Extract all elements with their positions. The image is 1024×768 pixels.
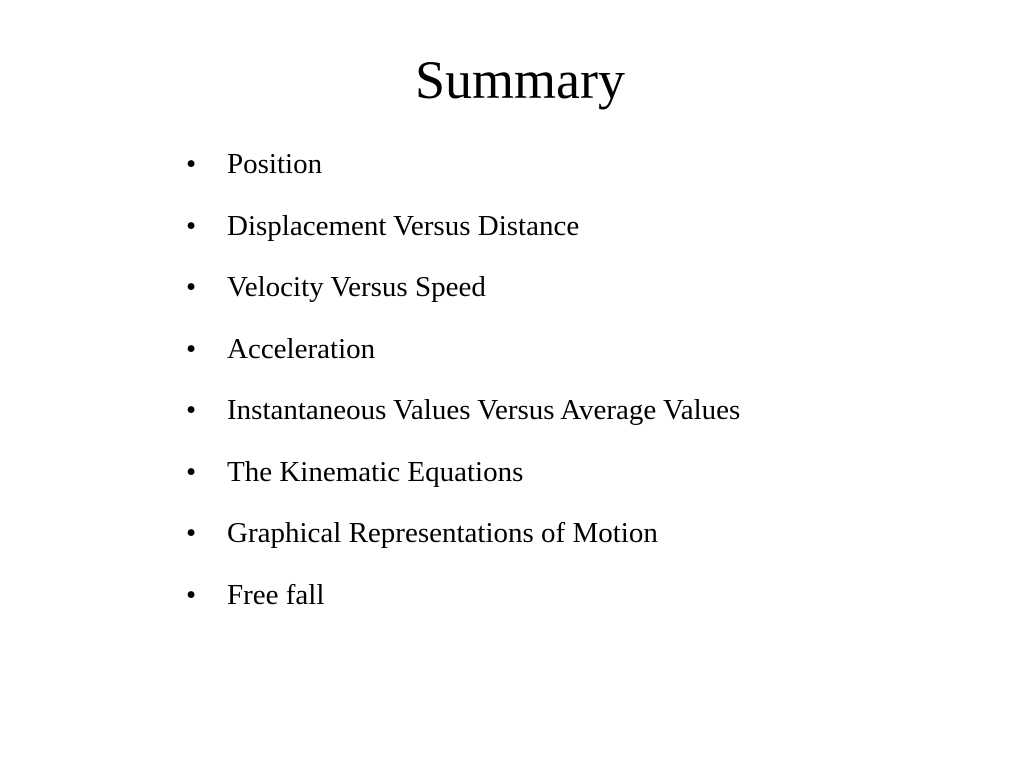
bullet-icon: •	[186, 517, 197, 549]
bullet-text: Displacement Versus Distance	[227, 209, 580, 242]
bullet-icon: •	[186, 394, 197, 426]
bullet-text: Position	[227, 148, 323, 180]
bullet-icon: •	[186, 148, 197, 180]
bullet-text: Velocity Versus Speed	[227, 271, 486, 303]
bullet-item	[186, 515, 740, 577]
bullet-item	[186, 577, 740, 639]
bullet-item	[186, 331, 740, 393]
bullet-item	[186, 454, 740, 516]
bullet-icon: •	[186, 209, 197, 242]
bullet-icon: •	[186, 455, 197, 488]
bullet-item	[186, 269, 740, 331]
bullet-list	[186, 146, 740, 638]
bullet-text: Free fall	[227, 578, 325, 611]
slide-title: Summary	[415, 50, 625, 110]
bullet-item	[186, 146, 740, 208]
bullet-text: The Kinematic Equations	[227, 455, 524, 488]
bullet-icon: •	[186, 578, 197, 611]
bullet-item	[186, 208, 740, 270]
bullet-text: Acceleration	[227, 332, 376, 365]
bullet-text: Graphical Representations of Motion	[227, 517, 658, 549]
bullet-icon: •	[186, 271, 197, 303]
bullet-text: Instantaneous Values Versus Average Values	[227, 394, 741, 426]
bullet-item	[186, 392, 740, 454]
bullet-icon: •	[186, 332, 197, 365]
